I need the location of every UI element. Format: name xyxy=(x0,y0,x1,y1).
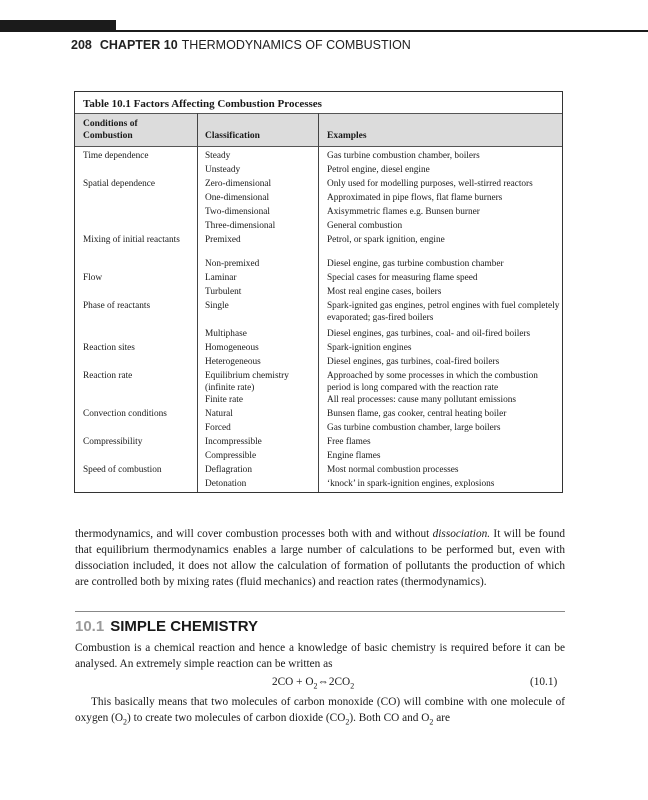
cell-example: Bunsen flame, gas cooker, central heating boiler xyxy=(327,409,507,419)
para3-text: This basically means that two molecules of carbon monoxide (CO) will combine with one molecule of oxygen (O xyxy=(75,696,565,725)
para1-text-a: thermodynamics, and will cover combustion processes both with and without xyxy=(75,528,433,540)
para3-text: ) to create two molecules of carbon dioxide (CO xyxy=(127,712,346,725)
header-conditions-line1: Conditions of xyxy=(83,119,138,129)
page-number: 208 xyxy=(71,38,92,52)
paragraph-dissociation xyxy=(75,526,565,590)
cell-example: Engine flames xyxy=(327,451,381,461)
cell-condition: Spatial dependence xyxy=(83,179,156,189)
cell-classification: Incompressible xyxy=(205,437,262,447)
chapter-label: CHAPTER 10 xyxy=(99,38,178,52)
cell-condition: Speed of combustion xyxy=(83,465,162,475)
cell-condition: Phase of reactants xyxy=(83,301,151,311)
cell-classification: Laminar xyxy=(205,273,237,283)
eq-term-co: 2CO xyxy=(272,676,294,688)
cell-classification: Steady xyxy=(205,151,231,161)
cell-example: Diesel engines, gas turbines, coal-fired boilers xyxy=(327,357,500,367)
combustion-factors-table xyxy=(74,91,563,493)
cell-example: Free flames xyxy=(327,437,371,447)
section-title: SIMPLE CHEMISTRY xyxy=(110,618,258,635)
cell-classification: Natural xyxy=(205,409,233,419)
cell-example: Most normal combustion processes xyxy=(327,465,459,475)
paragraph-intro: Combustion is a chemical reaction and hence a knowledge of basic chemistry is required before it can be analysed. An extremely simple reaction can be written as xyxy=(75,642,565,671)
para1-text-b: It will be found that equilibrium thermodynamics enables a large number of calculations to be performed but, even with dissociation included, it does not allow the calculation of formation of pollutants the production of which are controlled both by mixing rates (fluid mechanics) and reaction rates (thermodynamics). xyxy=(75,528,565,589)
header-conditions-line2: Combustion xyxy=(83,131,133,141)
cell-example: General combustion xyxy=(327,221,403,231)
cell-example: Spark-ignited gas engines, petrol engines with fuel completely evaporated; gas-fired boilers xyxy=(327,301,560,323)
equation-10-1 xyxy=(272,676,354,690)
running-head xyxy=(71,38,411,52)
cell-condition: Convection conditions xyxy=(83,409,167,419)
eq-arrow: ⇔ xyxy=(317,676,329,688)
cell-classification: Compressible xyxy=(205,451,257,461)
column-divider xyxy=(197,113,198,492)
cell-example: Petrol, or spark ignition, engine xyxy=(327,235,445,245)
chapter-title: THERMODYNAMICS OF COMBUSTION xyxy=(181,38,411,52)
cell-classification: Unsteady xyxy=(205,165,241,175)
cell-example: Approximated in pipe flows, flat flame burners xyxy=(327,193,503,203)
cell-classification: Equilibrium chemistry (infinite rate) xyxy=(205,371,289,393)
cell-example: Gas turbine combustion chamber, large boilers xyxy=(327,423,501,433)
cell-example: Diesel engines, gas turbines, coal- and oil-fired boilers xyxy=(327,329,531,339)
cell-classification: Multiphase xyxy=(205,329,247,339)
cell-classification: Zero-dimensional xyxy=(205,179,272,189)
cell-example: Special cases for measuring flame speed xyxy=(327,273,478,283)
cell-example: Gas turbine combustion chamber, boilers xyxy=(327,151,480,161)
table-caption: Table 10.1 Factors Affecting Combustion Processes xyxy=(83,98,322,110)
para3-text: ). Both CO and O xyxy=(349,712,430,725)
para3-text: are xyxy=(433,712,451,725)
cell-condition: Time dependence xyxy=(83,151,149,161)
eq-plus: + xyxy=(296,676,303,688)
column-divider xyxy=(318,113,319,492)
para3-sub: 2 xyxy=(429,717,434,727)
cell-example: Spark-ignition engines xyxy=(327,343,412,353)
para1-italic-term: dissociation. xyxy=(432,528,491,540)
cell-classification: Premixed xyxy=(205,235,241,245)
cell-classification: Two-dimensional xyxy=(205,207,270,217)
cell-classification: Forced xyxy=(205,423,231,433)
cell-example: Diesel engine, gas turbine combustion chamber xyxy=(327,259,504,269)
para3-sub: 2 xyxy=(123,717,128,727)
para3-sub: 2 xyxy=(345,717,350,727)
cell-condition: Compressibility xyxy=(83,437,143,447)
equation-number: (10.1) xyxy=(530,676,558,688)
cell-example: Most real engine cases, boilers xyxy=(327,287,442,297)
eq-term-o: O xyxy=(305,676,314,688)
cell-classification: Non-premixed xyxy=(205,259,260,269)
eq-term-co2: 2CO xyxy=(328,676,351,688)
cell-classification: One-dimensional xyxy=(205,193,270,203)
section-heading xyxy=(75,618,258,635)
cell-example: Approached by some processes in which the combustion period is long compared with the reaction rate xyxy=(327,371,538,393)
cell-example: Petrol engine, diesel engine xyxy=(327,165,430,175)
cell-classification: Single xyxy=(205,301,229,311)
header-classification: Classification xyxy=(205,131,260,141)
header-rule xyxy=(116,30,648,32)
eq-sub: 2 xyxy=(313,681,318,691)
cell-classification: Finite rate xyxy=(205,395,243,405)
cell-classification: Homogeneous xyxy=(205,343,259,353)
header-conditions xyxy=(83,118,138,142)
cell-condition: Mixing of initial reactants xyxy=(83,235,180,245)
cell-example: All real processes: cause many pollutant emissions xyxy=(327,395,516,405)
paragraph-explanation xyxy=(75,694,565,730)
cell-classification: Turbulent xyxy=(205,287,242,297)
cell-example: ‘knock’ in spark-ignition engines, explosions xyxy=(327,479,495,489)
cell-example: Axisymmetric flames e.g. Bunsen burner xyxy=(327,207,480,217)
section-number: 10.1 xyxy=(75,618,105,635)
cell-condition: Flow xyxy=(83,273,103,283)
header-examples: Examples xyxy=(327,131,367,141)
cell-example: Only used for modelling purposes, well-stirred reactors xyxy=(327,179,533,189)
section-rule xyxy=(75,611,565,612)
cell-classification: Detonation xyxy=(205,479,247,489)
cell-classification: Heterogeneous xyxy=(205,357,261,367)
eq-sub: 2 xyxy=(350,681,355,691)
cell-classification: Deflagration xyxy=(205,465,252,475)
cell-condition: Reaction rate xyxy=(83,371,133,381)
cell-classification: Three-dimensional xyxy=(205,221,276,231)
header-bar-dark xyxy=(0,20,116,32)
cell-condition: Reaction sites xyxy=(83,343,135,353)
